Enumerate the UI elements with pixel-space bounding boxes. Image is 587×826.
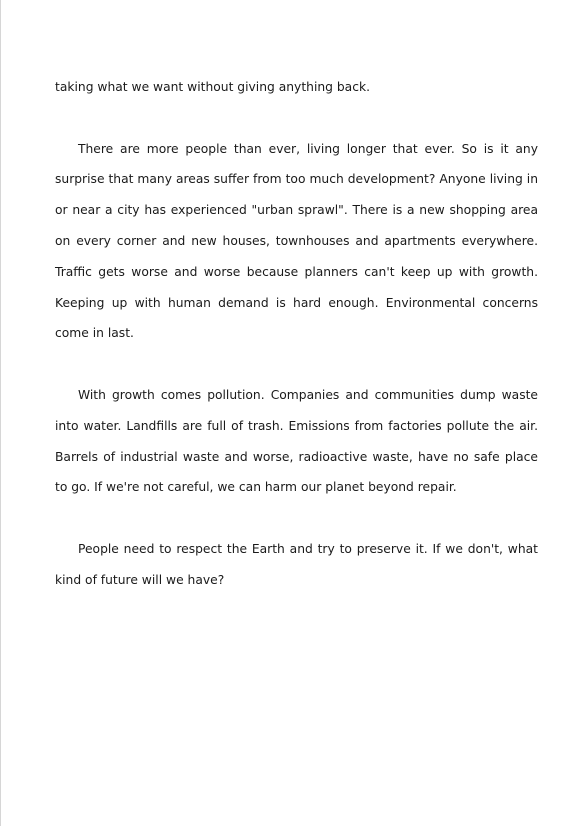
paragraph-continuation: taking what we want without giving anything back. <box>55 80 371 94</box>
document-body <box>55 72 538 596</box>
paragraph-gap <box>55 103 538 134</box>
paragraph-gap <box>55 349 538 380</box>
paragraph-development: There are more people than ever, living longer that ever. So is it any surprise that many areas suffer from too much development? Anyone living in or near a city has experienced "urban sprawl". There is a new shopping area on every corner and new houses, townhouses and apartments everywhere. Traffic gets worse and worse because planners can't keep up with growth. Keeping up with human demand is hard enough. Environmental concerns come in last. <box>55 141 538 341</box>
paragraph-pollution: With growth comes pollution. Companies and communities dump waste into water. Landfills are full of trash. Emissions from factories pollute the air. Barrels of industrial waste and worse, radioactive waste, have no safe place to go. If we're not careful, we can harm our planet beyond repair. <box>55 387 538 495</box>
paragraph-conclusion: People need to respect the Earth and try to preserve it. If we don't, what kind of future will we have? <box>55 541 538 587</box>
paragraph-gap <box>55 503 538 534</box>
